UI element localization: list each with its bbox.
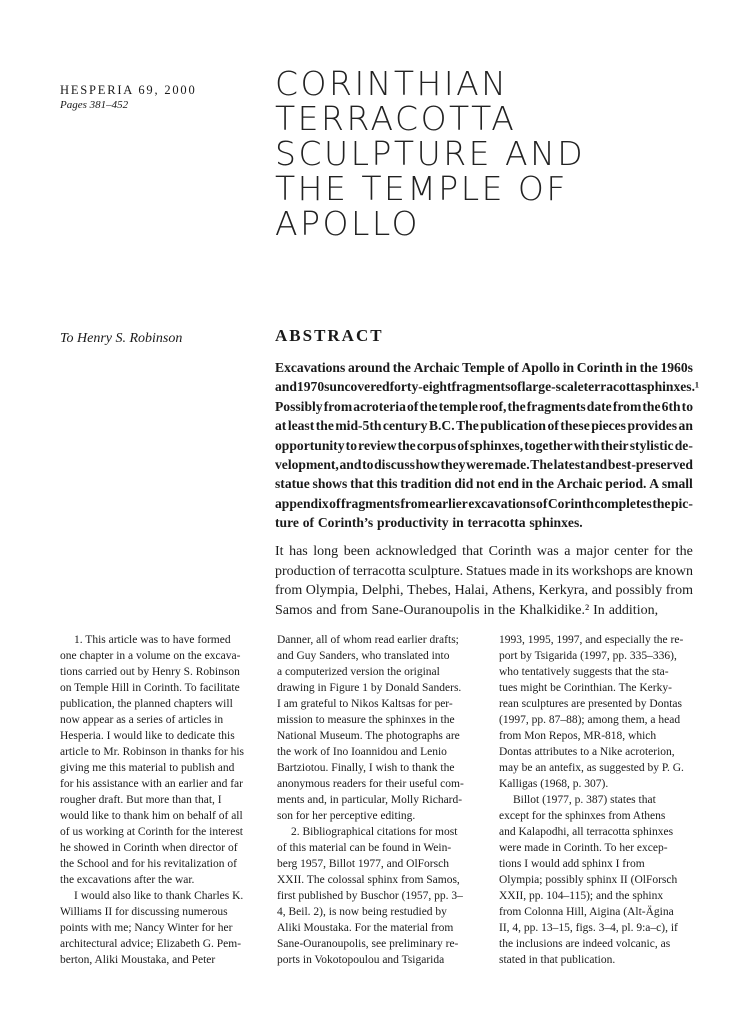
- footnote-line: tues might be Corinthian. The Kerky-: [499, 682, 672, 694]
- footnote-line: berg 1957, Billot 1977, and OlForsch: [277, 858, 449, 870]
- footnote-line: Danner, all of whom read earlier drafts;: [277, 634, 459, 646]
- footnote-line: a computerized version the original: [277, 666, 440, 678]
- footnote-column-1: [60, 632, 266, 968]
- footnote-line: the work of Ino Ioannidou and Lenio: [277, 746, 447, 758]
- footnote-line: who tentatively suggests that the sta-: [499, 666, 669, 678]
- title-line: THE TEMPLE OF: [275, 169, 568, 208]
- intro-paragraph: [275, 542, 693, 620]
- footnote-line: (1997, pp. 87–88); among them, a head: [499, 714, 681, 726]
- text-line: It has long been acknowledged that Corinth was a major center for the: [275, 544, 693, 559]
- footnote-line: points with me; Nancy Winter for her: [60, 922, 233, 934]
- text-line: Samos and from Sane-Ouranoupolis in the Khalkidike.² In addition,: [275, 602, 659, 618]
- footnote-line: of this material can be found in Wein-: [277, 842, 452, 854]
- footnote-line: from Colonna Hill, Aigina (Alt-Ägina: [499, 906, 674, 918]
- text-line: at least the mid-5th century B.C. The publication of these pieces provides an: [275, 418, 693, 434]
- title-line: SCULPTURE AND: [275, 134, 586, 173]
- footnote-line: tions carried out by Henry S. Robinson: [60, 666, 240, 678]
- text-line: Possibly from acroteria of the temple roof, the fragments date from the 6th to: [275, 398, 693, 414]
- footnote-line: Dontas attributes to a Nike acroterion,: [499, 746, 675, 758]
- footnote-line: II, 4, pp. 13–15, figs. 3–4, pl. 9:a–c), if: [499, 922, 678, 934]
- abstract-heading: ABSTRACT: [275, 326, 384, 345]
- footnote-line: drawing in Figure 1 by Donald Sanders.: [277, 682, 462, 694]
- footnote-line: Sane-Ouranoupolis, see preliminary re-: [277, 938, 459, 950]
- footnote-line: Kalligas (1968, p. 307).: [499, 778, 609, 790]
- footnote-line: for his assistance with an earlier and far: [60, 778, 243, 790]
- text-line: velopment, and to discuss how they were made. The latest and best-preserved: [275, 457, 693, 473]
- footnote-line: may be an antefix, as suggested by P. G.: [499, 762, 684, 774]
- text-line: opportunity to review the corpus of sphinxes, together with their stylistic de-: [275, 437, 693, 453]
- footnote-line: article to Mr. Robinson in thanks for his: [60, 746, 244, 758]
- footnote-line: and Kalapodhi, all terracotta sphinxes: [499, 826, 674, 838]
- footnote-line: ments and, in particular, Molly Richard-: [277, 794, 463, 806]
- footnote-line: rougher draft. But more than that, I: [60, 794, 222, 806]
- footnote-line: tions I would add sphinx I from: [499, 858, 645, 870]
- title-line: CORINTHIAN: [275, 64, 509, 103]
- footnote-line: mission to measure the sphinxes in the: [277, 714, 455, 726]
- footnote-line: anonymous readers for their useful com-: [277, 778, 464, 790]
- page-range: Pages 381–452: [60, 99, 129, 111]
- footnote-line: Williams II for discussing numerous: [60, 906, 228, 918]
- footnote-line: the School and for his revitalization of: [60, 858, 237, 870]
- footnote-line: except for the sphinxes from Athens: [499, 810, 666, 822]
- footnote-line: Aliki Moustaka. For the material from: [277, 922, 454, 934]
- footnote-line: architectural advice; Elizabeth G. Pem-: [60, 938, 242, 950]
- title-line: TERRACOTTA: [275, 99, 517, 138]
- footnote-line: first published by Buschor (1957, pp. 3–: [277, 890, 463, 902]
- text-line: statue shows that this tradition did not end in the Archaic period. A small: [275, 476, 693, 492]
- footnote-column-3: [499, 632, 704, 968]
- footnote-line: the excavations after the war.: [60, 874, 195, 886]
- footnote-line: berton, Aliki Moustaka, and Peter: [60, 954, 216, 966]
- text-line: from Olympia, Delphi, Thebes, Halai, Athens, Kerkyra, and possibly from: [275, 583, 693, 599]
- dedication: To Henry S. Robinson: [60, 331, 183, 346]
- footnote-line: from Mon Repos, MR-818, which: [499, 730, 657, 742]
- text-line: Excavations around the Archaic Temple of Apollo in Corinth in the 1960s: [275, 360, 693, 375]
- footnote-line: and Guy Sanders, who translated into: [277, 650, 450, 662]
- footnote-line: Hesperia. I would like to dedicate this: [60, 730, 235, 742]
- text-line: and 1970s uncovered forty-eight fragments of large-scale terracotta sphinxes.¹: [275, 379, 700, 395]
- footnote-line: rean sculptures are presented by Dontas: [499, 698, 682, 710]
- footnote-line: would like to thank him on behalf of all: [60, 810, 243, 822]
- footnote-line: Billot (1977, p. 387) states that: [513, 794, 656, 806]
- title-line: APOLLO: [275, 204, 421, 243]
- footnote-line: 1. This article was to have formed: [74, 634, 231, 646]
- footnote-line: giving me this material to publish and: [60, 762, 235, 774]
- footnote-line: port by Tsigarida (1997, pp. 335–336),: [499, 650, 677, 662]
- footnote-line: one chapter in a volume on the excava-: [60, 650, 241, 662]
- footnote-line: 2. Bibliographical citations for most: [291, 826, 458, 838]
- footnote-line: XXII, pp. 104–115); and the sphinx: [499, 890, 664, 902]
- footnote-line: 1993, 1995, 1997, and especially the re-: [499, 634, 684, 646]
- footnote-line: Olympia; possibly sphinx II (OlForsch: [499, 874, 678, 886]
- footnote-line: I would also like to thank Charles K.: [74, 890, 244, 902]
- footnote-line: on Temple Hill in Corinth. To facilitate: [60, 682, 240, 694]
- journal-header: [60, 82, 250, 112]
- footnote-line: the inclusions are indeed volcanic, as: [499, 938, 671, 950]
- footnote-line: 4, Beil. 2), is now being restudied by: [277, 906, 447, 918]
- journal-issue: HESPERIA 69, 2000: [60, 83, 197, 97]
- footnote-line: National Museum. The photographs are: [277, 730, 460, 742]
- footnote-line: of us working at Corinth for the interest: [60, 826, 244, 838]
- footnote-line: I am grateful to Nikos Kaltsas for per-: [277, 698, 453, 710]
- footnote-line: he showed in Corinth when director of: [60, 842, 238, 854]
- footnote-line: son for her perceptive editing.: [277, 810, 416, 822]
- footnote-line: Bartziotou. Finally, I wish to thank the: [277, 762, 455, 774]
- footnote-line: XXII. The colossal sphinx from Samos,: [277, 874, 460, 886]
- text-line: ture of Corinth’s productivity in terracotta sphinxes.: [275, 515, 583, 531]
- footnote-line: were made in Corinth. To her excep-: [499, 842, 668, 854]
- footnote-line: publication, the planned chapters will: [60, 698, 233, 710]
- footnote-line: now appear as a series of articles in: [60, 714, 224, 726]
- text-line: appendix of fragments from earlier excavations of Corinth completes the pic-: [275, 495, 693, 511]
- footnote-line: stated in that publication.: [499, 954, 616, 966]
- abstract-body: [275, 358, 700, 533]
- article-title: [275, 66, 715, 241]
- text-line: production of terracotta sculpture. Statues made in its workshops are known: [275, 563, 693, 579]
- footnote-line: ports in Vokotopoulou and Tsigarida: [277, 954, 445, 966]
- footnote-column-2: [277, 632, 487, 968]
